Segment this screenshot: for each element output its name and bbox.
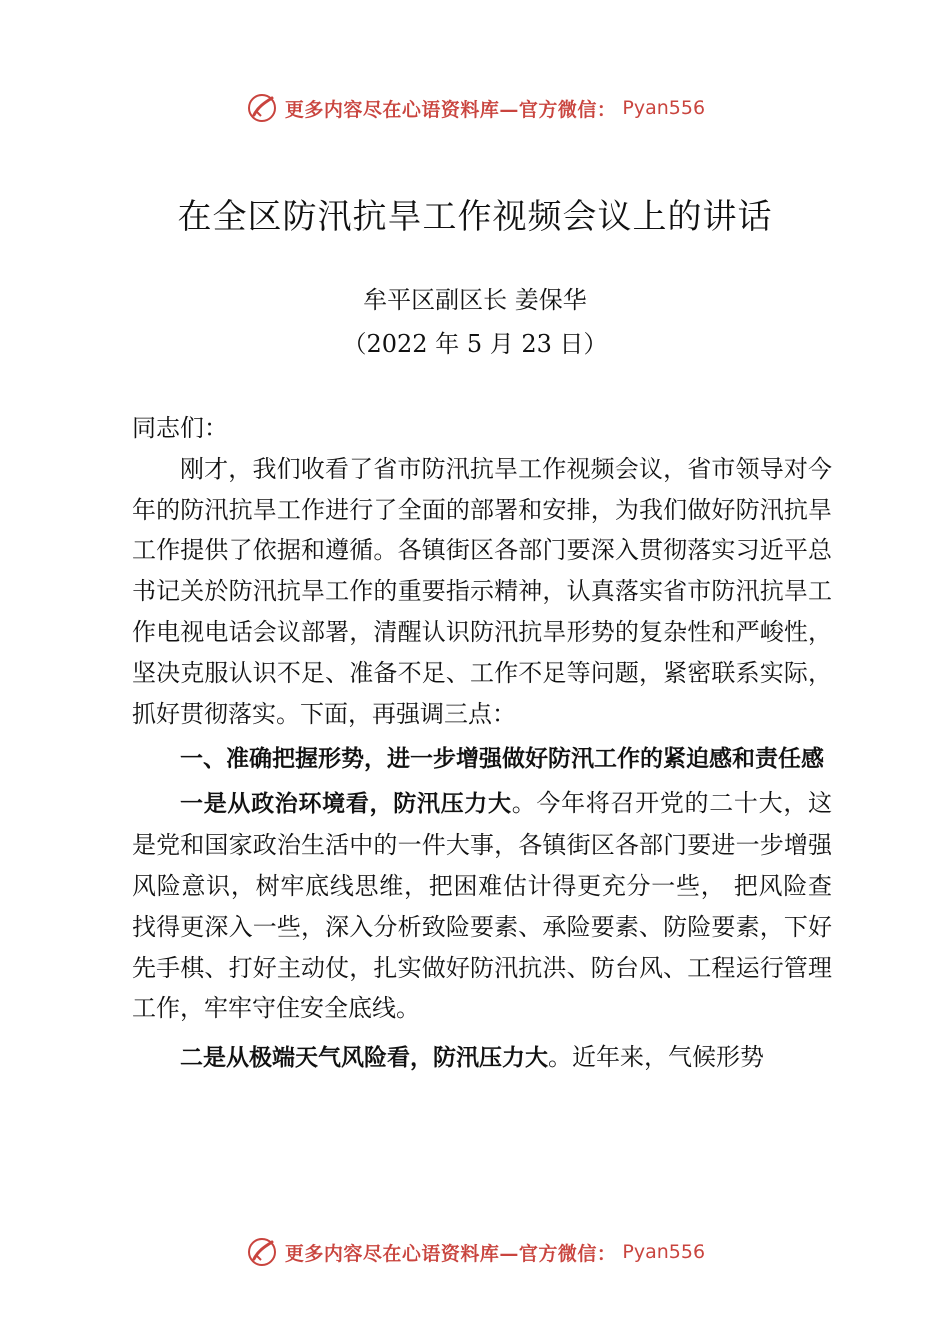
point2-body: 。近年来，气候形势 [548,1043,764,1072]
point2-lead: 二是从极端天气风险看，防汛压力大 [180,1045,548,1072]
header-watermark-banner [0,88,950,128]
footer-watermark-banner [0,1232,950,1272]
brush-logo-icon [245,91,279,125]
banner-text: 更多内容尽在心语资料库—官方微信： [284,98,617,121]
brush-logo-icon [245,1235,279,1269]
banner-wechat-id: Pyan556 [622,97,706,119]
document-body [132,408,832,1079]
document-date: （2022 年 5 月 23 日） [342,330,608,358]
section1-heading: 一、准确把握形势，进一步增强做好防汛工作的紧迫感和责任感 [180,746,824,773]
point1-body: 。今年将召开党的二十大，这是党和国家政治生活中的一件大事，各镇街区各部门要进一步增强风险意识，树牢底线思维，把困难估计得更充分一些， 把风险查找得更深入一些，深入分析致险要素、承险要素、防险要素，下好先手棋、打好主动仗，扎实做好防汛抗洪、防台风、工程运行管理工作，牢牢守住安全底线。 [132,789,833,1023]
footer-banner-text: 更多内容尽在心语资料库—官方微信： [284,1242,617,1265]
salutation: 同志们： [132,414,228,442]
intro-paragraph: 刚才，我们收看了省市防汛抗旱工作视频会议，省市领导对今年的防汛抗旱工作进行了全面的部署和安排，为我们做好防汛抗旱工作提供了依据和遵循。各镇街区各部门要深入贯彻落实习近平总书记关於防汛抗旱工作的重要指示精神，认真落实省市防汛抗旱工作电视电话会议部署，清醒认识防汛抗旱形势的复杂性和严峻性，坚决克服认识不足、准备不足、工作不足等问题，紧密联系实际，抓好贯彻落实。下面，再强调三点： [132,454,832,728]
document-speaker: 牟平区副区长 姜保华 [363,286,587,314]
footer-banner-wechat-id: Pyan556 [622,1241,706,1263]
point1-paragraph [132,783,832,1029]
point1-lead: 一是从政治环境看，防汛压力大 [180,791,512,818]
document-title: 在全区防汛抗旱工作视频会议上的讲话 [177,197,773,237]
point2-paragraph [132,1037,832,1079]
